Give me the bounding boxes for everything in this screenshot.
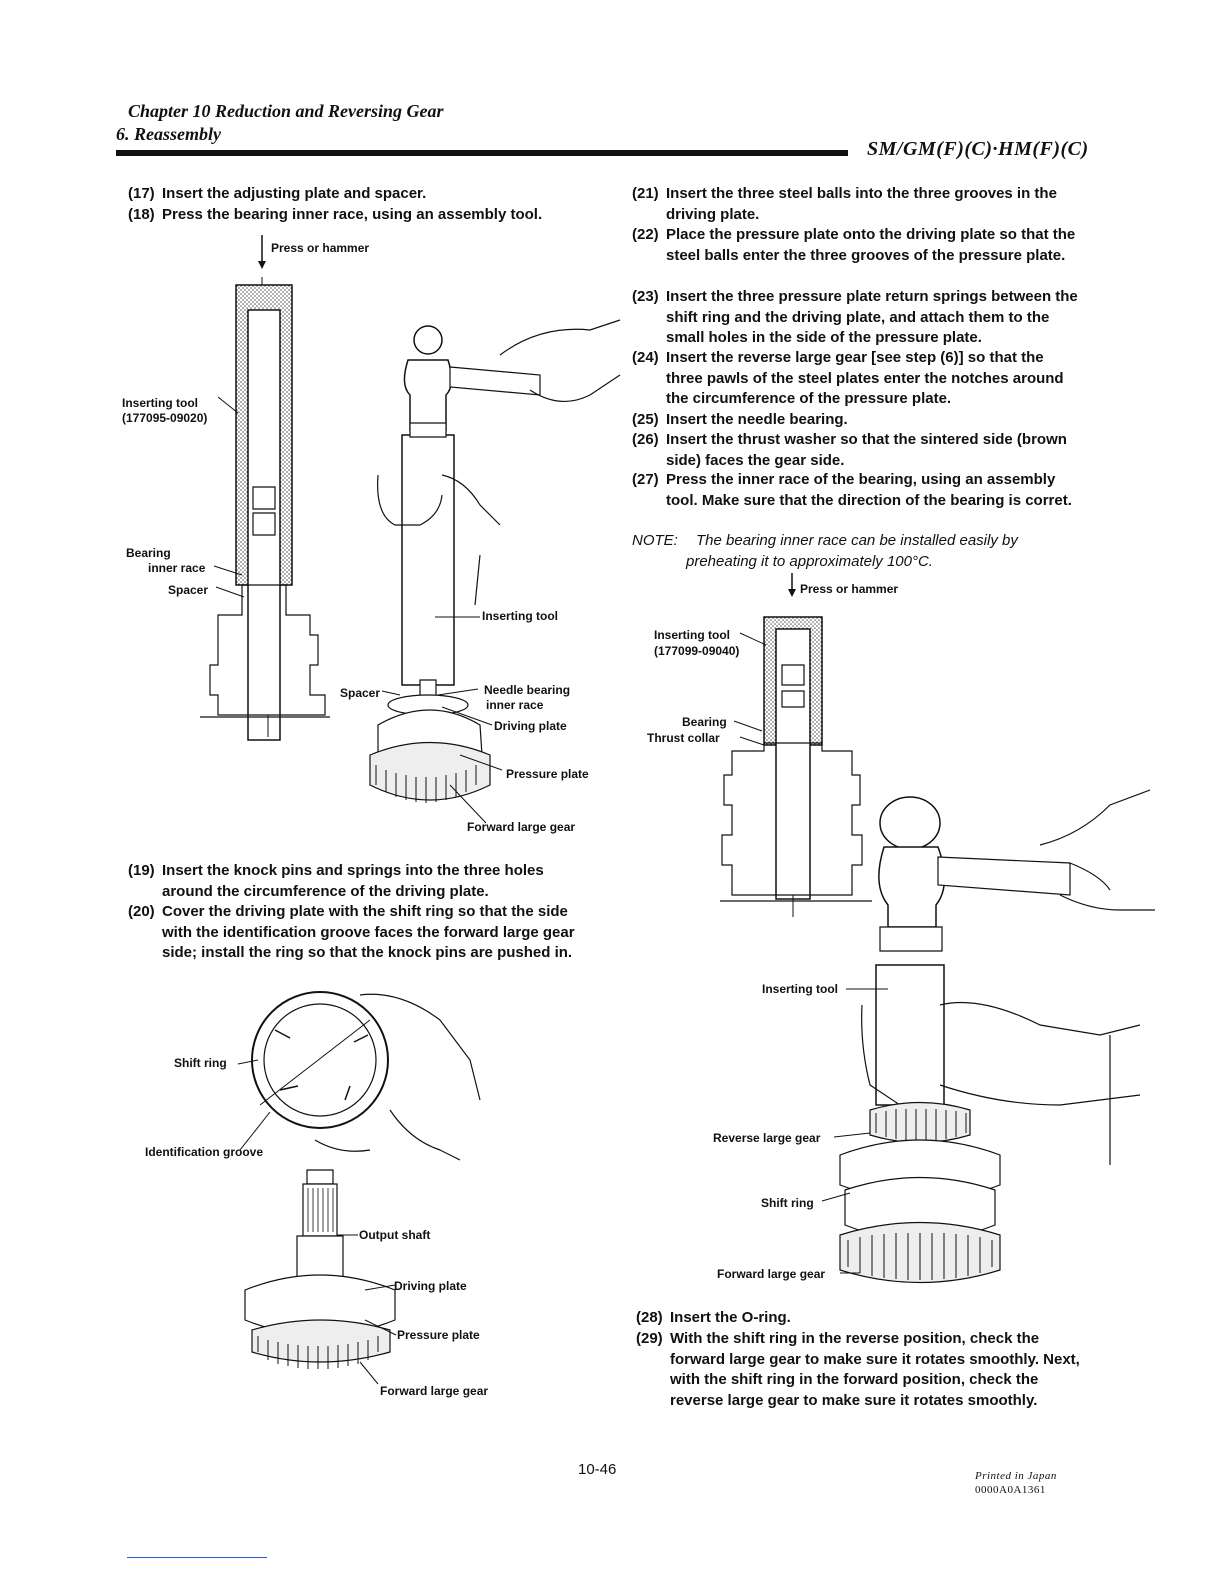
step-number: (17) <box>128 185 155 202</box>
note-prefix: NOTE: <box>632 532 678 549</box>
fig1-needle-inner-race-label: inner race <box>486 698 544 712</box>
step-27 <box>632 470 1080 511</box>
step-26 <box>632 430 1080 471</box>
step-text: Press the bearing inner race, using an assembly tool. <box>162 206 543 223</box>
step-number: (25) <box>632 411 659 428</box>
fig1-inserting-tool-label: Inserting tool <box>122 396 198 410</box>
step-text: Insert the three pressure plate return springs between the shift ring and the driving plate, and attach them to the small holes in the side of the pressure plate. <box>666 288 1078 346</box>
step-18 <box>128 205 598 226</box>
fig1-pressure-plate-label: Pressure plate <box>506 767 589 781</box>
step-22 <box>632 225 1080 266</box>
step-number: (19) <box>128 862 155 879</box>
fig3-tool-part-number: (177099-09040) <box>654 644 740 658</box>
fig2-driving-plate-label: Driving plate <box>394 1279 467 1293</box>
step-number: (18) <box>128 206 155 223</box>
fig3-forward-large-gear-label: Forward large gear <box>717 1267 826 1281</box>
step-19 <box>128 861 578 902</box>
step-number: (26) <box>632 431 659 448</box>
fig1-inner-race-label: inner race <box>148 561 206 575</box>
step-28 <box>636 1308 1082 1329</box>
fig3-thrust-collar-label: Thrust collar <box>647 731 720 745</box>
fig3-inserting-tool-label: Inserting tool <box>654 628 730 642</box>
step-number: (29) <box>636 1330 663 1347</box>
step-17 <box>128 184 598 205</box>
page-number: 10-46 <box>578 1461 617 1478</box>
step-number: (21) <box>632 185 659 202</box>
fig1-inserting-tool-right-label: Inserting tool <box>482 609 558 623</box>
fig1-spacer-left-label: Spacer <box>168 583 209 597</box>
step-24 <box>632 348 1080 410</box>
step-text: With the shift ring in the reverse position, check the forward large gear to make sure it rotates smoothly. Next, with the shift ring in the forward position, check the reverse large gear to make sure it rotates smoothly. <box>670 1330 1080 1409</box>
fig1-needle-bearing-label: Needle bearing <box>484 683 571 697</box>
fig2-shift-ring-label: Shift ring <box>174 1056 227 1070</box>
step-text: Insert the thrust washer so that the sintered side (brown side) faces the gear side. <box>666 431 1067 469</box>
fig1-press-label: Press or hammer <box>271 241 370 255</box>
fig3-reverse-large-gear-label: Reverse large gear <box>713 1131 821 1145</box>
step-number: (20) <box>128 903 155 920</box>
step-number: (27) <box>632 471 659 488</box>
step-29 <box>636 1329 1082 1411</box>
fig2-forward-large-gear-label: Forward large gear <box>380 1384 489 1398</box>
step-number: (24) <box>632 349 659 366</box>
step-25 <box>632 410 1080 431</box>
model-applicability: SM/GM(F)(C)·HM(F)(C) <box>867 138 1089 160</box>
step-text: Press the inner race of the bearing, using an assembly tool. Make sure that the direction of the bearing is corret. <box>666 471 1072 509</box>
step-text: Place the pressure plate onto the driving plate so that the steel balls enter the three grooves of the pressure plate. <box>666 226 1076 264</box>
fig1-bearing-label: Bearing <box>126 546 171 560</box>
step-text: Insert the O-ring. <box>670 1309 791 1326</box>
fig1-forward-large-gear-label: Forward large gear <box>467 820 576 834</box>
note-line-1: The bearing inner race can be installed easily by <box>696 532 1018 549</box>
fig3-bearing-label: Bearing <box>682 715 727 729</box>
step-23 <box>632 287 1080 349</box>
step-text: Insert the knock pins and springs into the three holes around the circumference of the driving plate. <box>162 862 544 900</box>
step-number: (28) <box>636 1309 663 1326</box>
fig1-spacer-right-label: Spacer <box>340 686 381 700</box>
fig1-tool-part-number: (177095-09020) <box>122 411 208 425</box>
printed-in-japan: Printed in Japan <box>975 1470 1057 1482</box>
document-code: 0000A0A1361 <box>975 1484 1046 1496</box>
step-20 <box>128 902 578 964</box>
fig3-shift-ring-label: Shift ring <box>761 1196 814 1210</box>
step-text: Cover the driving plate with the shift ring so that the side with the identification groove faces the forward large gear side; install the ring so that the knock pins are pushed in. <box>162 903 575 961</box>
step-number: (23) <box>632 288 659 305</box>
step-text: Insert the adjusting plate and spacer. <box>162 185 427 202</box>
figure-bearing-inner-race-press <box>640 565 1160 1305</box>
figure-bearing-press <box>120 225 620 845</box>
chapter-title: Chapter 10 Reduction and Reversing Gear <box>128 101 444 121</box>
fig2-pressure-plate-label: Pressure plate <box>397 1328 480 1342</box>
fig3-press-label: Press or hammer <box>800 582 899 596</box>
step-text: Insert the needle bearing. <box>666 411 848 428</box>
fig3-inserting-tool-lower-label: Inserting tool <box>762 982 838 996</box>
step-21 <box>632 184 1080 225</box>
step-text: Insert the three steel balls into the three grooves in the driving plate. <box>666 185 1057 223</box>
footer-line <box>127 1557 267 1558</box>
step-number: (22) <box>632 226 659 243</box>
step-text: Insert the reverse large gear [see step (6)] so that the three pawls of the steel plates enter the notches around the circumference of the pressure plate. <box>666 349 1064 407</box>
fig2-output-shaft-label: Output shaft <box>359 1228 431 1242</box>
header-rule <box>116 150 848 156</box>
section-title: 6. Reassembly <box>116 124 221 144</box>
fig2-identification-groove-label: Identification groove <box>145 1145 264 1159</box>
fig1-driving-plate-label: Driving plate <box>494 719 567 733</box>
note-line-2: preheating it to approximately 100°C. <box>686 553 933 570</box>
